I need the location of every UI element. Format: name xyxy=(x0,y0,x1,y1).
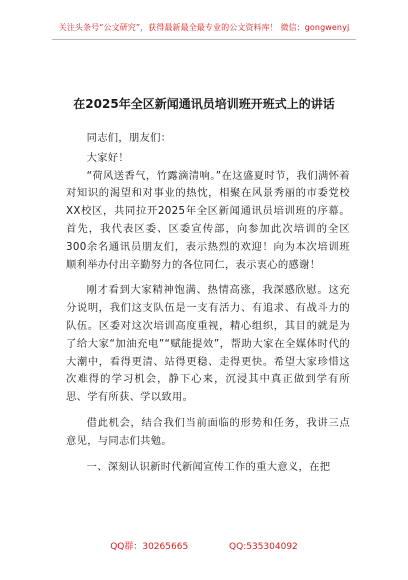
salutation: 同志们，朋友们： xyxy=(86,132,172,144)
document-title: 在2025年全区新闻通讯员培训班开班式上的讲话 xyxy=(73,97,335,111)
footer-contact xyxy=(0,539,408,552)
paragraph-opening: “荷风送香气，竹露滴清响。”在这盛夏时节，我们满怀着对知识的渴望和对事业的热忱，相聚在风景秀丽的市委党校XX校区，共同拉开2025年全区新闻通讯员培训班的序幕。首先，我代表区委、区委宣传部，向参加此次培训的全区300余名通讯员朋友们，表示热烈的欢迎！向为本次培训班顺利举办付出辛勤努力的各位同仁，表示衷心的感谢！ xyxy=(66,169,350,271)
header-divider xyxy=(52,39,356,40)
paragraph-transition: 借此机会，结合我们当前面临的形势和任务，我讲三点意见，与同志们共勉。 xyxy=(66,416,350,447)
paragraph-expectation: 刚才看到大家精神饱满、热情高涨，我深感欣慰。这充分说明，我们这支队伍是一支有活力、有追求、有战斗力的队伍。区委对这次培训高度重视，精心组织，其目的就是为了给大家“加油充电”“赋能提效”，帮助大家在全媒体时代的大潮中，看得更清、站得更稳、走得更快。希望大家珍惜这次难得的学习机会，静下心来，沉浸其中真正做到学有所思、学有所获、学以致用。 xyxy=(66,284,350,404)
footer-qq-number: QQ:535304092 xyxy=(229,542,298,552)
header-banner: 关注头条号“公文研究”，获得最新最全最专业的公文资料库！ 微信：gongwenyj xyxy=(58,23,350,32)
section-heading-one: 一、深刻认识新时代新闻宣传工作的重大意义，在把 xyxy=(86,460,331,473)
document-body xyxy=(66,122,350,476)
footer-qq-group: QQ群：30265665 xyxy=(110,542,189,552)
greeting: 大家好！ xyxy=(86,151,129,164)
